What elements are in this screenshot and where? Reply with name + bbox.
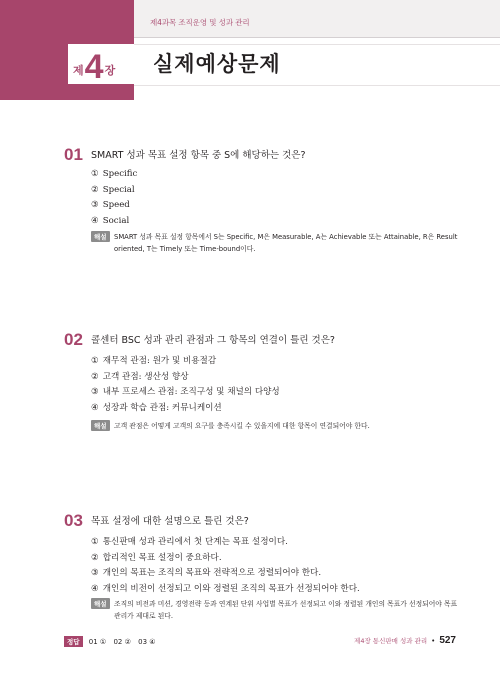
option-item (91, 566, 360, 582)
option-list (91, 354, 280, 416)
question-text: 콜센터 BSC 성과 관리 관점과 그 항목의 연결이 틀린 것은? (91, 335, 335, 346)
option-list (91, 535, 360, 597)
option-text: 고객 관점: 생산성 향상 (102, 371, 189, 382)
option-item (91, 551, 360, 567)
option-text: 개인의 목표는 조직의 목표와 전략적으로 정렬되어야 한다. (102, 568, 322, 578)
option-item (91, 200, 137, 216)
option-text: 내부 프로세스 관점: 조직구성 및 채널의 다양성 (102, 387, 280, 397)
explanation-text: SMART 성과 목표 설정 항목에서 S는 Specific, M은 Measurable, A는 Achievable 또는 Attainable, R은 Result oriented, T는 Timely 또는 Time-bound이다. (114, 233, 458, 253)
answer-label: 정답 (64, 636, 83, 647)
option-mark: ① (91, 537, 99, 547)
option-mark: ② (91, 371, 99, 382)
option-item (91, 185, 137, 201)
option-text: 재무적 관점: 원가 및 비용절감 (102, 356, 217, 366)
chapter-label (73, 46, 115, 84)
footer-chapter-title: 제4장 통신판매 성과 관리 (354, 637, 428, 645)
option-mark: ④ (91, 583, 99, 594)
option-text: Social (102, 215, 130, 226)
option-item (91, 385, 280, 401)
option-item (91, 535, 360, 551)
subject-label: 제4과목 조직운영 및 성과 관리 (150, 18, 250, 27)
chapter-number: 4 (84, 48, 104, 86)
option-mark: ② (91, 552, 99, 563)
chapter-prefix: 제 (73, 64, 84, 77)
option-mark: ② (91, 184, 99, 195)
option-text: 성장과 학습 관점: 커뮤니케이션 (102, 402, 222, 413)
option-text: Special (102, 184, 135, 195)
answer-item: 03 ④ (138, 638, 156, 646)
option-mark: ③ (91, 200, 99, 210)
option-list (91, 169, 137, 231)
answer-key (64, 636, 161, 647)
explanation-tag: 해설 (91, 598, 110, 609)
option-item (91, 216, 137, 232)
option-text: 통신판매 성과 관리에서 첫 단계는 목표 설정이다. (102, 537, 288, 547)
option-text: 개인의 비전이 선정되고 이와 정렬된 조직의 목표가 선정되어야 한다. (102, 583, 360, 594)
answer-item: 02 ② (113, 638, 131, 646)
footer-bullet: • (431, 636, 436, 645)
page-footer (354, 635, 456, 646)
option-mark: ④ (91, 402, 99, 413)
option-text: Specific (102, 169, 138, 179)
option-mark: ① (91, 169, 99, 179)
question-text: 목표 설정에 대한 설명으로 틀린 것은? (91, 516, 249, 527)
option-mark: ④ (91, 215, 99, 226)
page-title: 실제예상문제 (153, 52, 281, 76)
option-item (91, 370, 280, 386)
explanation-text: 고객 관점은 어떻게 고객의 요구를 충족시킬 수 있을지에 대한 항목이 연결되어야 한다. (114, 422, 370, 430)
chapter-suffix: 장 (104, 64, 116, 77)
option-item (91, 582, 360, 598)
page-number: 527 (439, 635, 456, 646)
question-number: 03 (64, 511, 83, 530)
option-item (91, 401, 280, 417)
option-mark: ① (91, 356, 99, 366)
option-mark: ③ (91, 387, 99, 397)
explanation-tag: 해설 (91, 231, 110, 242)
explanation-text: 조직의 비전과 미션, 경영전략 등과 연계된 단위 사업별 목표가 선정되고 이와 정렬된 개인의 목표가 선정되어야 목표 관리가 제대로 된다. (114, 600, 458, 620)
answer-item: 01 ① (88, 638, 107, 646)
option-item (91, 169, 137, 185)
question-number: 02 (64, 330, 83, 349)
option-text: Speed (102, 200, 130, 210)
question-number: 01 (64, 145, 83, 164)
question-text: SMART 성과 목표 설정 항목 중 S에 해당하는 것은? (91, 150, 306, 161)
explanation-tag: 해설 (91, 420, 110, 431)
option-text: 합리적인 목표 설정이 중요하다. (102, 552, 222, 563)
option-item (91, 354, 280, 370)
option-mark: ③ (91, 568, 99, 578)
